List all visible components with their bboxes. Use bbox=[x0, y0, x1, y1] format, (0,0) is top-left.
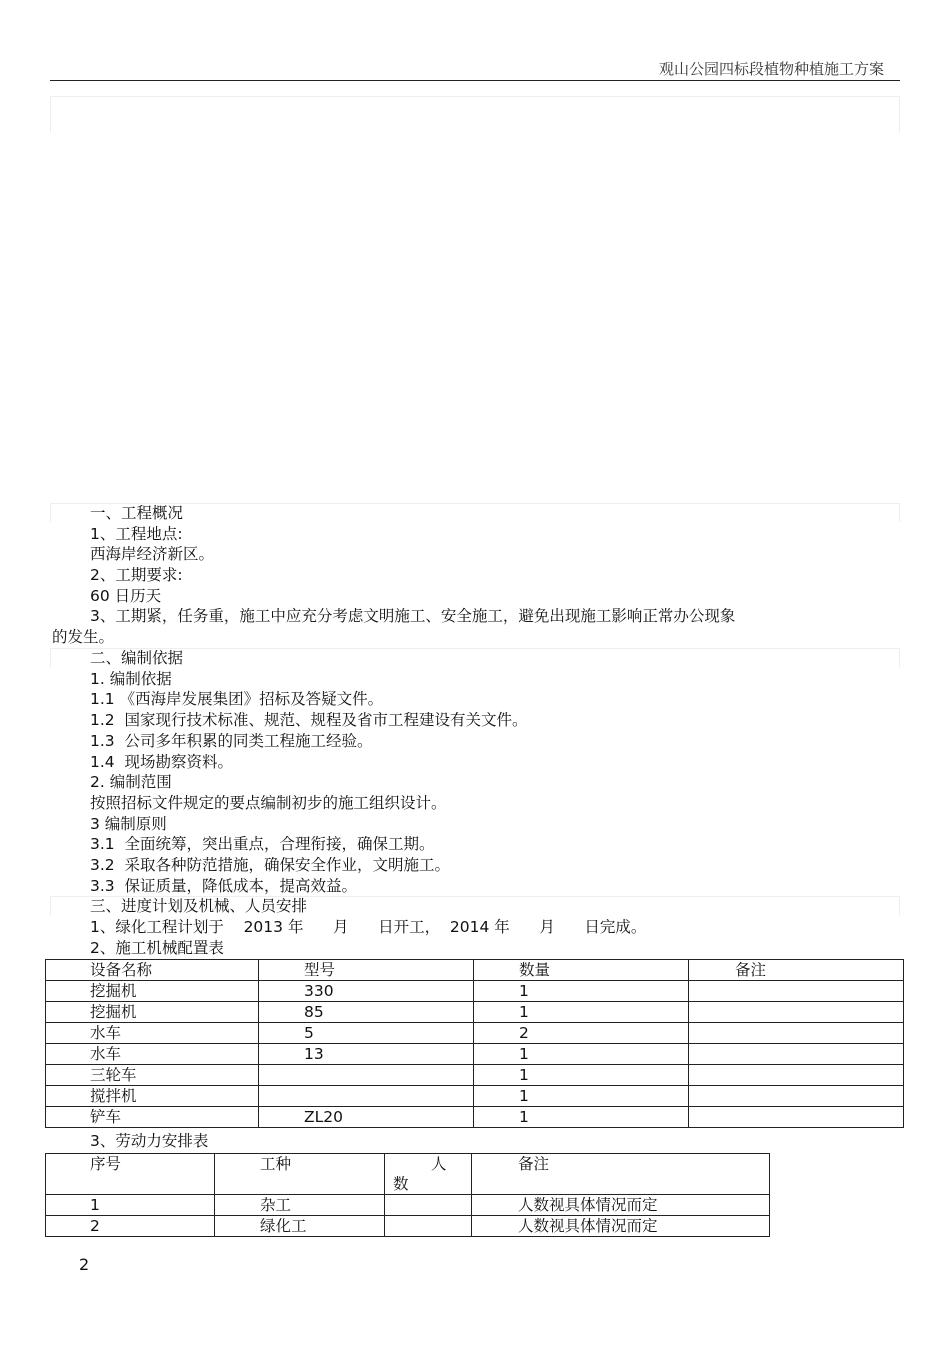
table-header-cell: 工种 bbox=[215, 1154, 385, 1195]
table-cell: 5 bbox=[259, 1023, 474, 1044]
table-cell bbox=[385, 1195, 472, 1216]
table-row bbox=[46, 1195, 770, 1216]
table-header-cell: 备注 bbox=[472, 1154, 770, 1195]
table-header-row bbox=[46, 960, 904, 981]
table-cell: 人数视具体情况而定 bbox=[472, 1195, 770, 1216]
requirement-line-2: 的发生。 bbox=[52, 628, 115, 646]
table-cell: 搅拌机 bbox=[46, 1086, 259, 1107]
site-location-value: 西海岸经济新区。 bbox=[90, 545, 215, 563]
document-header-title: 观山公园四标段植物种植施工方案 bbox=[658, 60, 884, 78]
table-cell bbox=[689, 1002, 904, 1023]
empty-frame-top bbox=[50, 96, 900, 133]
table-cell: 1 bbox=[474, 981, 689, 1002]
table-cell bbox=[689, 1044, 904, 1065]
table-cell bbox=[259, 1086, 474, 1107]
table-header-cell: 备注 bbox=[689, 960, 904, 981]
basis-item: 1.4 现场勘察资料。 bbox=[90, 753, 234, 771]
table-header-people-part1: 人 bbox=[431, 1155, 447, 1173]
labor-table bbox=[45, 1153, 770, 1237]
table-cell bbox=[689, 981, 904, 1002]
table-header-cell: 序号 bbox=[46, 1154, 215, 1195]
table-cell: 1 bbox=[474, 1044, 689, 1065]
section2-heading: 二、编制依据 bbox=[90, 649, 184, 667]
principle-item: 3.3 保证质量，降低成本，提高效益。 bbox=[90, 877, 358, 895]
page-number: 2 bbox=[79, 1255, 90, 1274]
schedule-label: 2、工期要求: bbox=[90, 566, 183, 584]
table-cell: 13 bbox=[259, 1044, 474, 1065]
labor-table-title: 3、劳动力安排表 bbox=[90, 1132, 209, 1150]
table-header-row bbox=[46, 1154, 770, 1195]
table-cell: 85 bbox=[259, 1002, 474, 1023]
table-header-cell: 型号 bbox=[259, 960, 474, 981]
table-row bbox=[46, 1044, 904, 1065]
machinery-table bbox=[45, 959, 904, 1128]
schedule-value: 60 日历天 bbox=[90, 587, 162, 605]
table-row bbox=[46, 981, 904, 1002]
table-cell: 三轮车 bbox=[46, 1065, 259, 1086]
table-cell: 挖掘机 bbox=[46, 981, 259, 1002]
header-divider bbox=[50, 80, 900, 81]
plan-text: 1、绿化工程计划于 2013 年 月 日开工， 2014 年 月 日完成。 bbox=[90, 918, 647, 936]
table-cell: 铲车 bbox=[46, 1107, 259, 1128]
table-cell: 2 bbox=[474, 1023, 689, 1044]
table-cell: 绿化工 bbox=[215, 1216, 385, 1237]
table-cell bbox=[689, 1107, 904, 1128]
table-cell bbox=[689, 1086, 904, 1107]
table-cell bbox=[385, 1216, 472, 1237]
table-cell: 1 bbox=[474, 1086, 689, 1107]
table-row bbox=[46, 1086, 904, 1107]
table-cell: 1 bbox=[474, 1002, 689, 1023]
table-cell: ZL20 bbox=[259, 1107, 474, 1128]
scope-title: 2. 编制范围 bbox=[90, 773, 172, 791]
table-cell: 2 bbox=[46, 1216, 215, 1237]
principle-item: 3.2 采取各种防范措施，确保安全作业，文明施工。 bbox=[90, 856, 451, 874]
section1-heading: 一、工程概况 bbox=[90, 504, 184, 522]
table-header-people-part2: 数 bbox=[393, 1175, 409, 1193]
table-row bbox=[46, 1216, 770, 1237]
principle-title: 3 编制原则 bbox=[90, 815, 167, 833]
table-cell bbox=[689, 1023, 904, 1044]
basis-item: 1.3 公司多年积累的同类工程施工经验。 bbox=[90, 732, 373, 750]
basis-item: 1.2 国家现行技术标准、规范、规程及省市工程建设有关文件。 bbox=[90, 711, 528, 729]
table-row bbox=[46, 1065, 904, 1086]
table-row bbox=[46, 1002, 904, 1023]
scope-text: 按照招标文件规定的要点编制初步的施工组织设计。 bbox=[90, 794, 447, 812]
basis-item: 1.1 《西海岸发展集团》招标及答疑文件。 bbox=[90, 690, 384, 708]
table-row bbox=[46, 1023, 904, 1044]
table-cell: 水车 bbox=[46, 1023, 259, 1044]
table-cell: 挖掘机 bbox=[46, 1002, 259, 1023]
table-cell: 330 bbox=[259, 981, 474, 1002]
table-cell: 杂工 bbox=[215, 1195, 385, 1216]
table-header-cell-people bbox=[385, 1154, 472, 1195]
table-cell: 人数视具体情况而定 bbox=[472, 1216, 770, 1237]
requirement-line-1: 3、工期紧，任务重，施工中应充分考虑文明施工、安全施工，避免出现施工影响正常办公现象 bbox=[90, 607, 736, 625]
basis-title: 1. 编制依据 bbox=[90, 670, 172, 688]
section3-heading: 三、进度计划及机械、人员安排 bbox=[90, 897, 308, 915]
site-location-label: 1、工程地点: bbox=[90, 525, 183, 543]
principle-item: 3.1 全面统筹，突出重点，合理衔接，确保工期。 bbox=[90, 835, 435, 853]
table-cell: 1 bbox=[46, 1195, 215, 1216]
table-header-cell: 设备名称 bbox=[46, 960, 259, 981]
table-cell: 1 bbox=[474, 1107, 689, 1128]
table-cell bbox=[689, 1065, 904, 1086]
table-header-cell: 数量 bbox=[474, 960, 689, 981]
table-cell bbox=[259, 1065, 474, 1086]
table-row bbox=[46, 1107, 904, 1128]
machinery-table-title: 2、施工机械配置表 bbox=[90, 939, 224, 957]
table-cell: 1 bbox=[474, 1065, 689, 1086]
table-cell: 水车 bbox=[46, 1044, 259, 1065]
